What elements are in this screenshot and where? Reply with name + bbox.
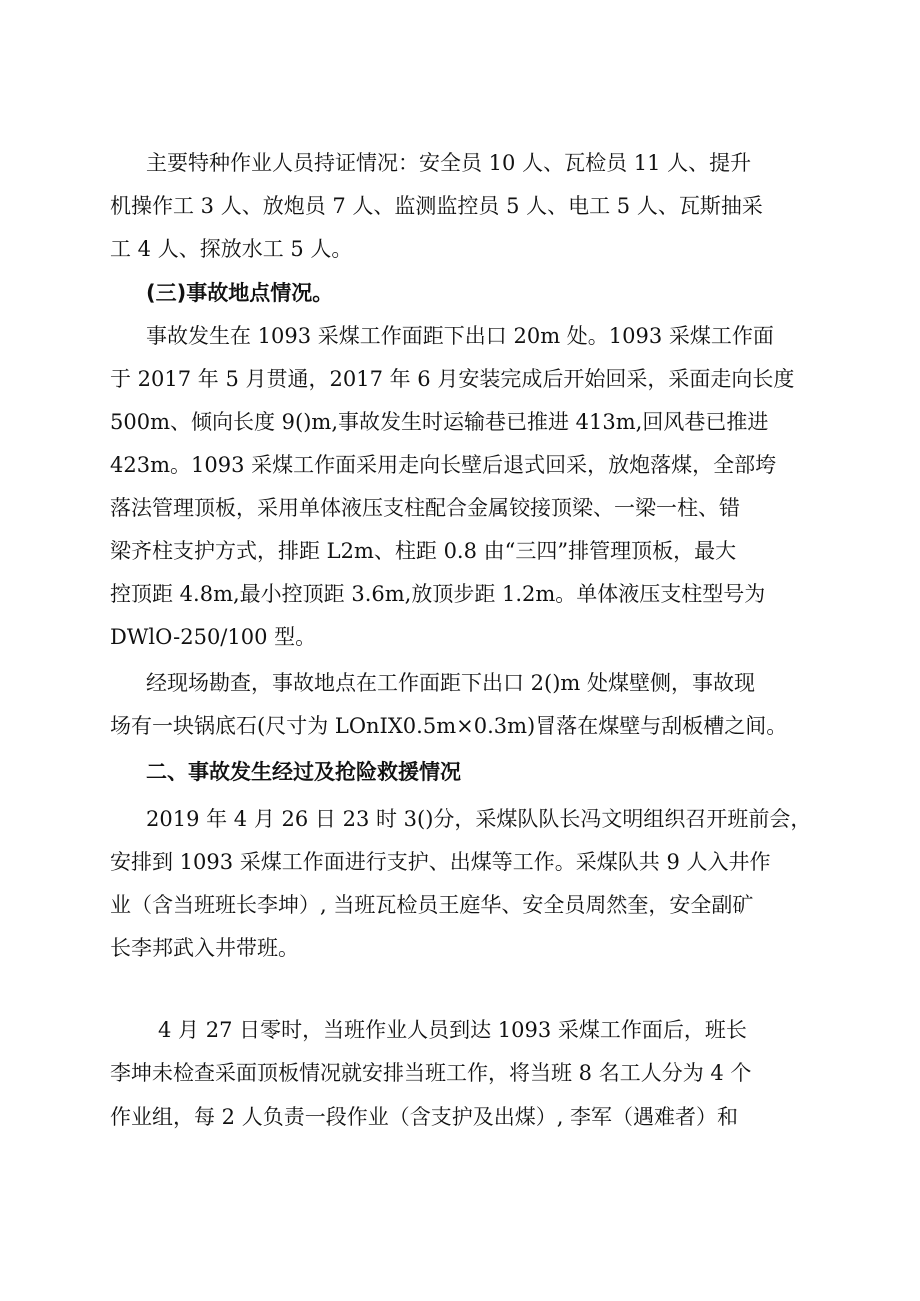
text-line: 长李邦武入井带班。 bbox=[110, 936, 299, 960]
text-line: 主要特种作业人员持证情况：安全员 10 人、瓦检员 11 人、提升 bbox=[146, 151, 752, 175]
text-line: 落法管理顶板，采用单体液压支柱配合金属铰接顶梁、一梁一柱、错 bbox=[110, 496, 740, 520]
text-line: 500m、倾向长度 9()m,事故发生时运输巷已推进 413m,回风巷已推进 bbox=[110, 410, 769, 434]
text-line: 事故发生在 1093 采煤工作面距下出口 20m 处。1093 采煤工作面 bbox=[146, 324, 774, 348]
text-line: 场有一块锅底石(尺寸为 LOnIX0.5m×0.3m)冒落在煤壁与刮板槽之间。 bbox=[110, 714, 788, 738]
text-line: 李坤未检查采面顶板情况就安排当班工作，将当班 8 名工人分为 4 个 bbox=[110, 1061, 752, 1085]
text-line: 机操作工 3 人、放炮员 7 人、监测监控员 5 人、电工 5 人、瓦斯抽采 bbox=[110, 194, 763, 218]
text-line: 2019 年 4 月 26 日 23 时 3()分，采煤队队长冯文明组织召开班前会， bbox=[146, 807, 812, 831]
text-line: 安排到 1093 采煤工作面进行支护、出煤等工作。采煤队共 9 人入井作 bbox=[110, 850, 771, 874]
text-line: DWlO-250/100 型。 bbox=[110, 625, 317, 649]
section-heading: (三)事故地点情况。 bbox=[146, 281, 334, 305]
text-line: 经现场勘查，事故地点在工作面距下出口 2()m 处煤壁侧，事故现 bbox=[146, 671, 756, 695]
text-line: 梁齐柱支护方式，排距 L2m、柱距 0.8 由“三四”排管理顶板，最大 bbox=[110, 539, 737, 563]
section-heading: 二、事故发生经过及抢险救援情况 bbox=[146, 760, 461, 784]
text-line: 工 4 人、探放水工 5 人。 bbox=[110, 237, 353, 261]
text-line: 作业组，每 2 人负责一段作业（含支护及出煤）, 李军（遇难者）和 bbox=[110, 1105, 739, 1129]
text-line: 423m。1093 采煤工作面采用走向长壁后退式回采，放炮落煤，全部垮 bbox=[110, 453, 777, 477]
text-line: 控顶距 4.8m,最小控顶距 3.6m,放顶步距 1.2m。单体液压支柱型号为 bbox=[110, 582, 766, 606]
text-line: 于 2017 年 5 月贯通，2017 年 6 月安装完成后开始回采，采面走向长度 bbox=[110, 367, 795, 391]
text-line: 业（含当班班长李坤）, 当班瓦检员王庭华、安全员周然奎，安全副矿 bbox=[110, 893, 754, 917]
text-line: 4 月 27 日零时，当班作业人员到达 1093 采煤工作面后，班长 bbox=[158, 1018, 747, 1042]
